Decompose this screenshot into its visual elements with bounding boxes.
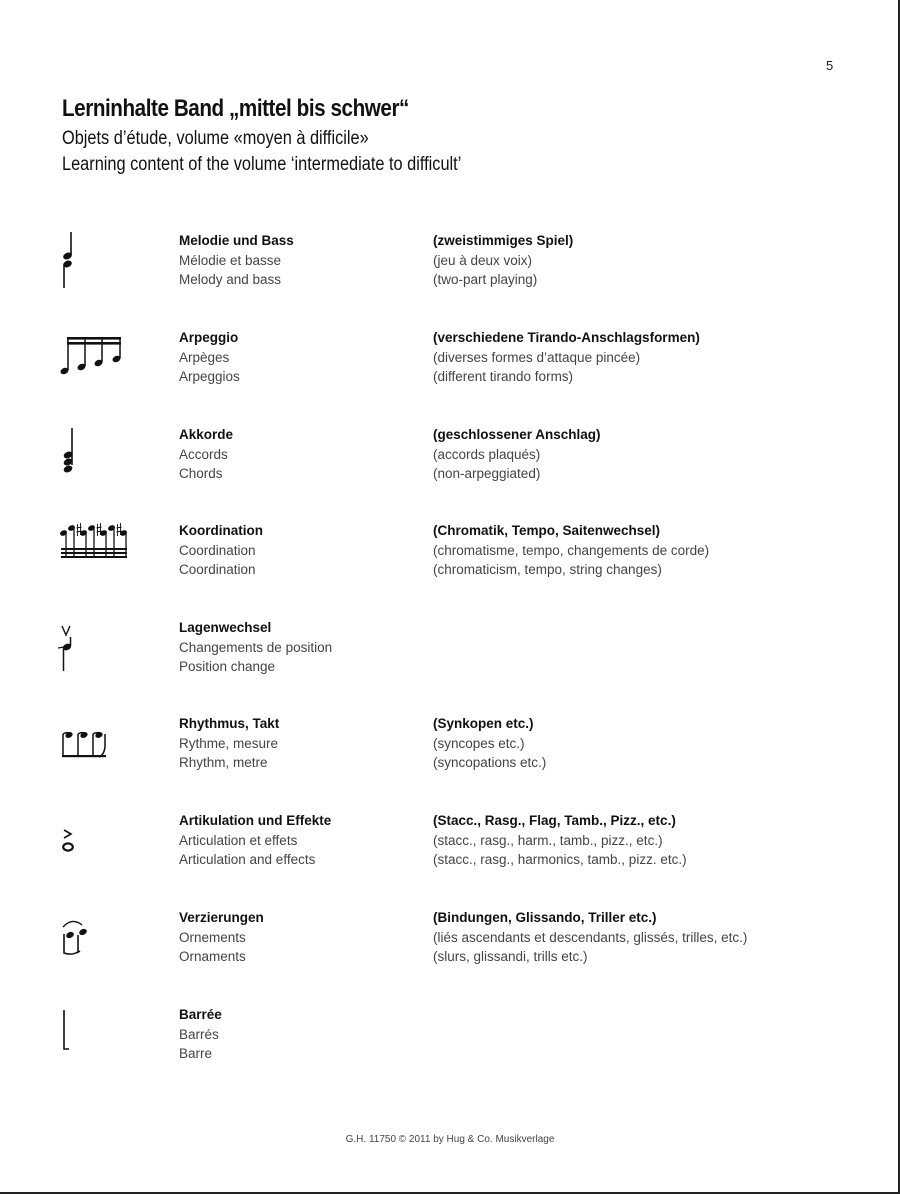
rhythm-notes-icon (58, 714, 138, 770)
entry-title-en: Ornaments (179, 949, 246, 964)
entry-title-en: Melody and bass (179, 272, 282, 287)
page-header (62, 94, 526, 178)
entry-note-fr: (liés ascendants et descendants, glissés, trilles, etc.) (433, 929, 748, 945)
entry-melody-bass (0, 231, 900, 311)
page-title: Lerninhalte Band „mittel bis schwer“ (62, 95, 409, 122)
subtitle-english: Learning content of the volume ‘intermediate to difficult’ (62, 154, 462, 175)
entry-title-fr: Articulation et effets (179, 832, 298, 848)
chromatic-notes-icon (58, 521, 138, 577)
entry-position-change (0, 618, 900, 698)
subtitle-french: Objets d’étude, volume «moyen à difficile» (62, 128, 369, 149)
entry-title-fr: Mélodie et basse (179, 252, 282, 268)
entry-title-fr: Ornements (179, 929, 246, 945)
entry-note-de: (Chromatik, Tempo, Saitenwechsel) (433, 523, 661, 538)
entry-title-fr: Rythme, mesure (179, 735, 279, 751)
entry-note-en: (non-arpeggiated) (433, 466, 541, 481)
entry-title-de: Rhythmus, Takt (179, 716, 280, 731)
entry-note-de: (geschlossener Anschlag) (433, 427, 601, 442)
entry-title-fr: Coordination (179, 542, 256, 558)
entry-title-de: Artikulation und Effekte (179, 813, 332, 828)
entry-note-fr: (stacc., rasg., harm., tamb., pizz., etc.) (433, 832, 663, 848)
entry-title-en: Position change (179, 659, 276, 674)
entry-note-de: (Bindungen, Glissando, Triller etc.) (433, 910, 657, 925)
entry-chords (0, 425, 900, 505)
entry-title-de: Verzierungen (179, 910, 264, 925)
entry-note-en: (chromaticism, tempo, string changes) (433, 562, 662, 577)
entry-title-en: Coordination (179, 562, 256, 577)
entry-note-de: (verschiedene Tirando-Anschlagsformen) (433, 330, 700, 345)
barre-bracket-icon (58, 1005, 138, 1061)
entry-barre (0, 1005, 900, 1085)
two-voice-note-icon (58, 231, 138, 287)
entry-title-fr: Barrés (179, 1026, 219, 1042)
entry-title-fr: Accords (179, 446, 228, 462)
entry-title-de: Koordination (179, 523, 263, 538)
entry-note-de: (zweistimmiges Spiel) (433, 233, 574, 248)
entry-ornaments (0, 908, 900, 988)
entry-title-en: Barre (179, 1046, 213, 1061)
entry-title-de: Barrée (179, 1007, 222, 1022)
entry-note-fr: (chromatisme, tempo, changements de corde) (433, 542, 710, 558)
copyright-footer: G.H. 11750 © 2011 by Hug & Co. Musikverlage (345, 1134, 555, 1145)
entry-arpeggio (0, 328, 900, 408)
entry-title-de: Melodie und Bass (179, 233, 294, 248)
entry-rhythm (0, 714, 900, 794)
entry-title-de: Lagenwechsel (179, 620, 272, 635)
chord-note-icon (58, 425, 138, 481)
entry-note-fr: (jeu à deux voix) (433, 252, 533, 268)
entry-note-fr: (syncopes etc.) (433, 735, 525, 751)
slur-notes-icon (58, 908, 138, 964)
entry-title-de: Akkorde (179, 427, 234, 442)
entry-coordination (0, 521, 900, 601)
entry-title-fr: Changements de position (179, 639, 333, 655)
entry-articulation (0, 811, 900, 891)
entry-note-de: (Synkopen etc.) (433, 716, 534, 731)
entry-note-en: (two-part playing) (433, 272, 538, 287)
entry-note-fr: (accords plaqués) (433, 446, 541, 462)
entry-title-en: Chords (179, 466, 223, 481)
entry-title-en: Rhythm, metre (179, 755, 268, 770)
accent-note-icon (58, 811, 138, 867)
entry-note-en: (stacc., rasg., harmonics, tamb., pizz. etc.) (433, 852, 687, 867)
page-number: 5 (826, 58, 834, 73)
entry-title-fr: Arpèges (179, 349, 230, 365)
entry-note-fr: (diverses formes d’attaque pincée) (433, 349, 641, 365)
entry-title-en: Articulation and effects (179, 852, 316, 867)
entry-title-en: Arpeggios (179, 369, 240, 384)
arpeggio-notes-icon (58, 328, 138, 384)
entry-title-de: Arpeggio (179, 330, 239, 345)
entry-note-en: (syncopations etc.) (433, 755, 547, 770)
position-shift-note-icon (58, 618, 138, 674)
entry-note-de: (Stacc., Rasg., Flag, Tamb., Pizz., etc.) (433, 813, 676, 828)
entry-note-en: (slurs, glissandi, trills etc.) (433, 949, 588, 964)
entry-note-en: (different tirando forms) (433, 369, 574, 384)
